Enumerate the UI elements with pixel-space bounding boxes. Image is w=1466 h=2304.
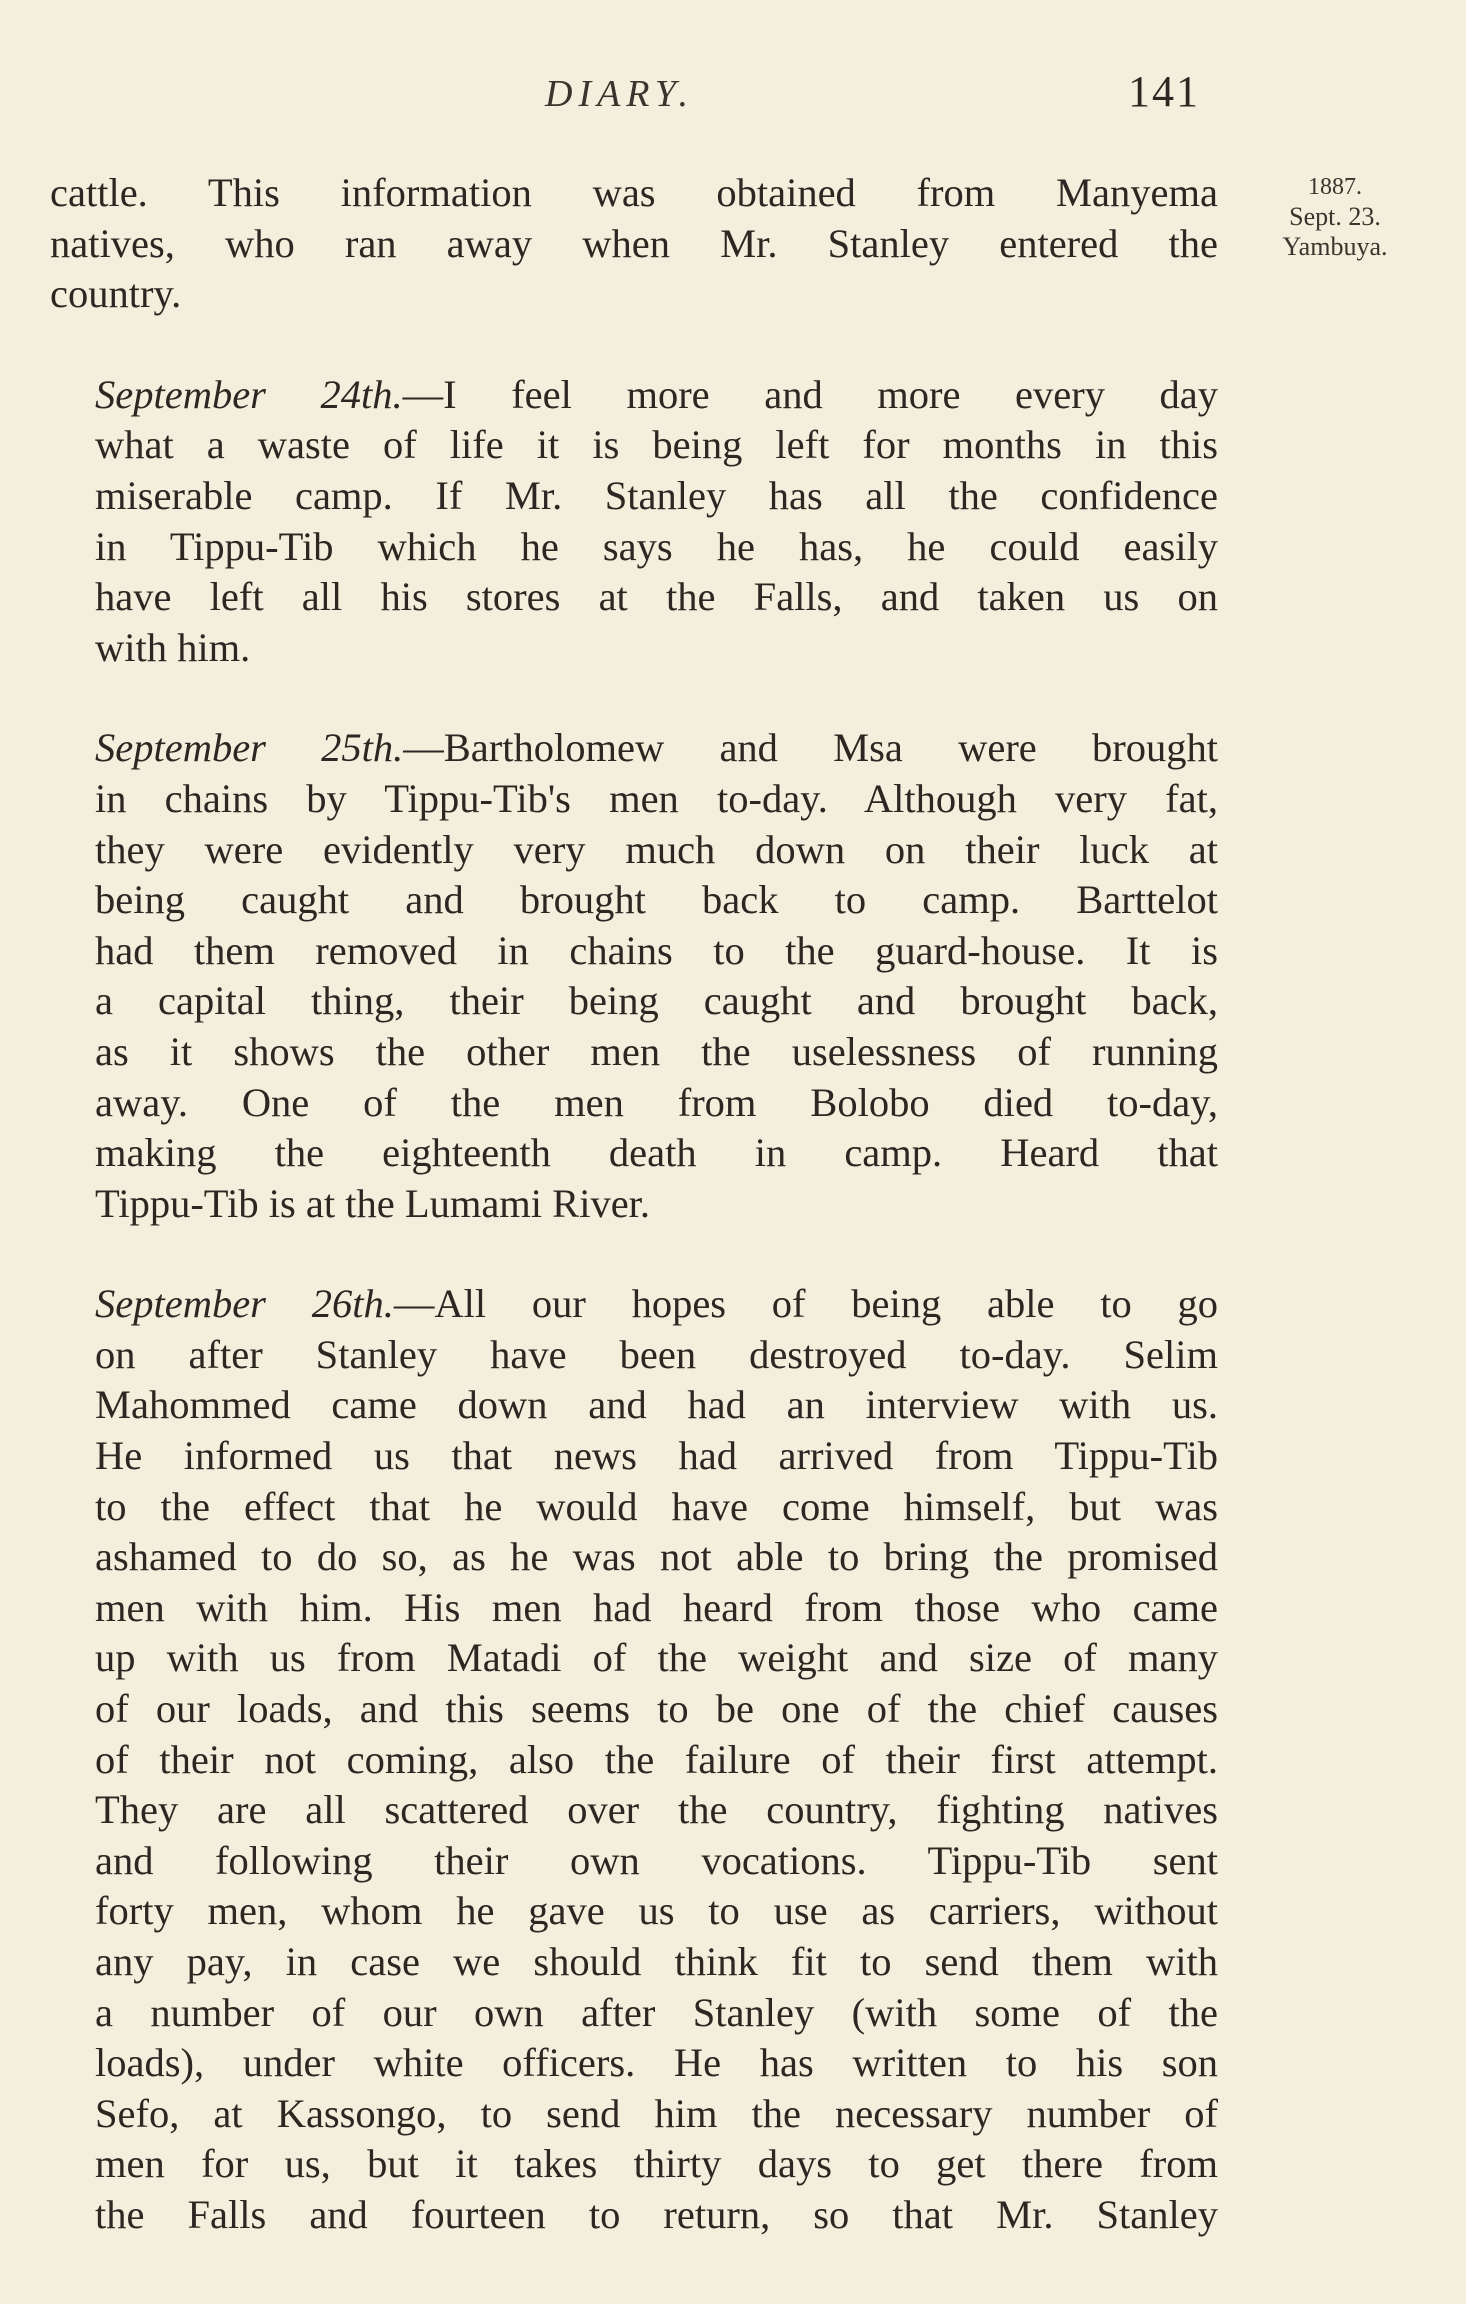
text-line: a capital thing, their being caught and brought back, xyxy=(95,978,1218,1024)
margin-note xyxy=(1250,172,1420,262)
page-number: 141 xyxy=(1128,67,1200,116)
entry-text: —Bartholomew and Msa were brought xyxy=(403,725,1218,771)
text-line: with him. xyxy=(95,624,251,670)
text-line: any pay, in case we should think fit to send them with xyxy=(95,1939,1218,1984)
text-line: to the effect that he would have come himself, but was xyxy=(95,1483,1218,1529)
text-line: the Falls and fourteen to return, so that Mr. Stanley xyxy=(95,2191,1218,2237)
entry-date: September 24th. xyxy=(95,371,403,417)
entry-date: September 25th. xyxy=(95,725,404,771)
text-line: natives, who ran away when Mr. Stanley entered the xyxy=(50,220,1218,266)
body-text xyxy=(50,168,1218,2241)
running-title: DIARY. xyxy=(545,73,694,115)
text-line: They are all scattered over the country, fighting natives xyxy=(95,1787,1218,1833)
diary-entry-september-24 xyxy=(50,370,1218,674)
margin-note-year: 1887. xyxy=(1308,174,1362,200)
text-line: a number of our own after Stanley (with some of the xyxy=(95,1989,1218,2035)
entry-text: —All our hopes of being able to go xyxy=(393,1281,1218,1327)
text-line: in Tippu-Tib which he says he has, he could easily xyxy=(95,523,1218,569)
diary-entry-september-25 xyxy=(50,723,1218,1229)
text-line: and following their own vocations. Tippu-Tib sent xyxy=(95,1837,1218,1883)
text-line: miserable camp. If Mr. Stanley has all the confidence xyxy=(95,472,1218,518)
text-line: being caught and brought back to camp. Barttelot xyxy=(95,877,1218,923)
text-line: Tippu-Tib is at the Lumami River. xyxy=(95,1180,651,1226)
text-line: they were evidently very much down on their luck at xyxy=(95,826,1218,872)
text-line xyxy=(50,1279,1218,1330)
text-line: up with us from Matadi of the weight and size of many xyxy=(95,1635,1218,1681)
text-line: country. xyxy=(50,271,182,317)
text-line: of their not coming, also the failure of their first attempt. xyxy=(95,1736,1218,1782)
entry-date: September 26th. xyxy=(95,1281,394,1327)
text-line xyxy=(50,370,1218,421)
text-line: had them removed in chains to the guard-house. It is xyxy=(95,927,1218,973)
text-line: making the eighteenth death in camp. Heard that xyxy=(95,1130,1218,1176)
text-line: Sefo, at Kassongo, to send him the necessary number of xyxy=(95,2090,1218,2136)
text-line: loads), under white officers. He has written to his son xyxy=(95,2040,1218,2086)
text-line: forty men, whom he gave us to use as carriers, without xyxy=(95,1888,1218,1934)
text-line: in chains by Tippu-Tib's men to-day. Although very fat, xyxy=(95,775,1218,821)
margin-note-date: Sept. 23. xyxy=(1289,202,1381,231)
text-line: men with him. His men had heard from those who came xyxy=(95,1584,1218,1630)
text-line: away. One of the men from Bolobo died to-day, xyxy=(95,1079,1218,1125)
diary-entry-september-26 xyxy=(50,1279,1218,2240)
text-line: have left all his stores at the Falls, and taken us on xyxy=(95,574,1218,620)
margin-note-place: Yambuya. xyxy=(1282,232,1388,261)
text-line: cattle. This information was obtained from Manyema xyxy=(50,170,1218,215)
text-line: Mahommed came down and had an interview with us. xyxy=(95,1382,1218,1428)
text-line xyxy=(50,723,1218,774)
text-line: ashamed to do so, as he was not able to bring the promised xyxy=(95,1534,1218,1580)
text-line: He informed us that news had arrived from Tippu-Tib xyxy=(95,1433,1218,1479)
text-line: on after Stanley have been destroyed to-day. Selim xyxy=(95,1331,1218,1377)
continuation-paragraph xyxy=(50,168,1218,320)
text-line: men for us, but it takes thirty days to get there from xyxy=(95,2141,1218,2187)
text-line: of our loads, and this seems to be one of the chief causes xyxy=(95,1686,1218,1732)
running-head xyxy=(0,67,1466,132)
entry-text: —I feel more and more every day xyxy=(402,371,1218,417)
text-line: as it shows the other men the uselessness of running xyxy=(95,1028,1218,1074)
text-line: what a waste of life it is being left for months in this xyxy=(95,422,1218,468)
